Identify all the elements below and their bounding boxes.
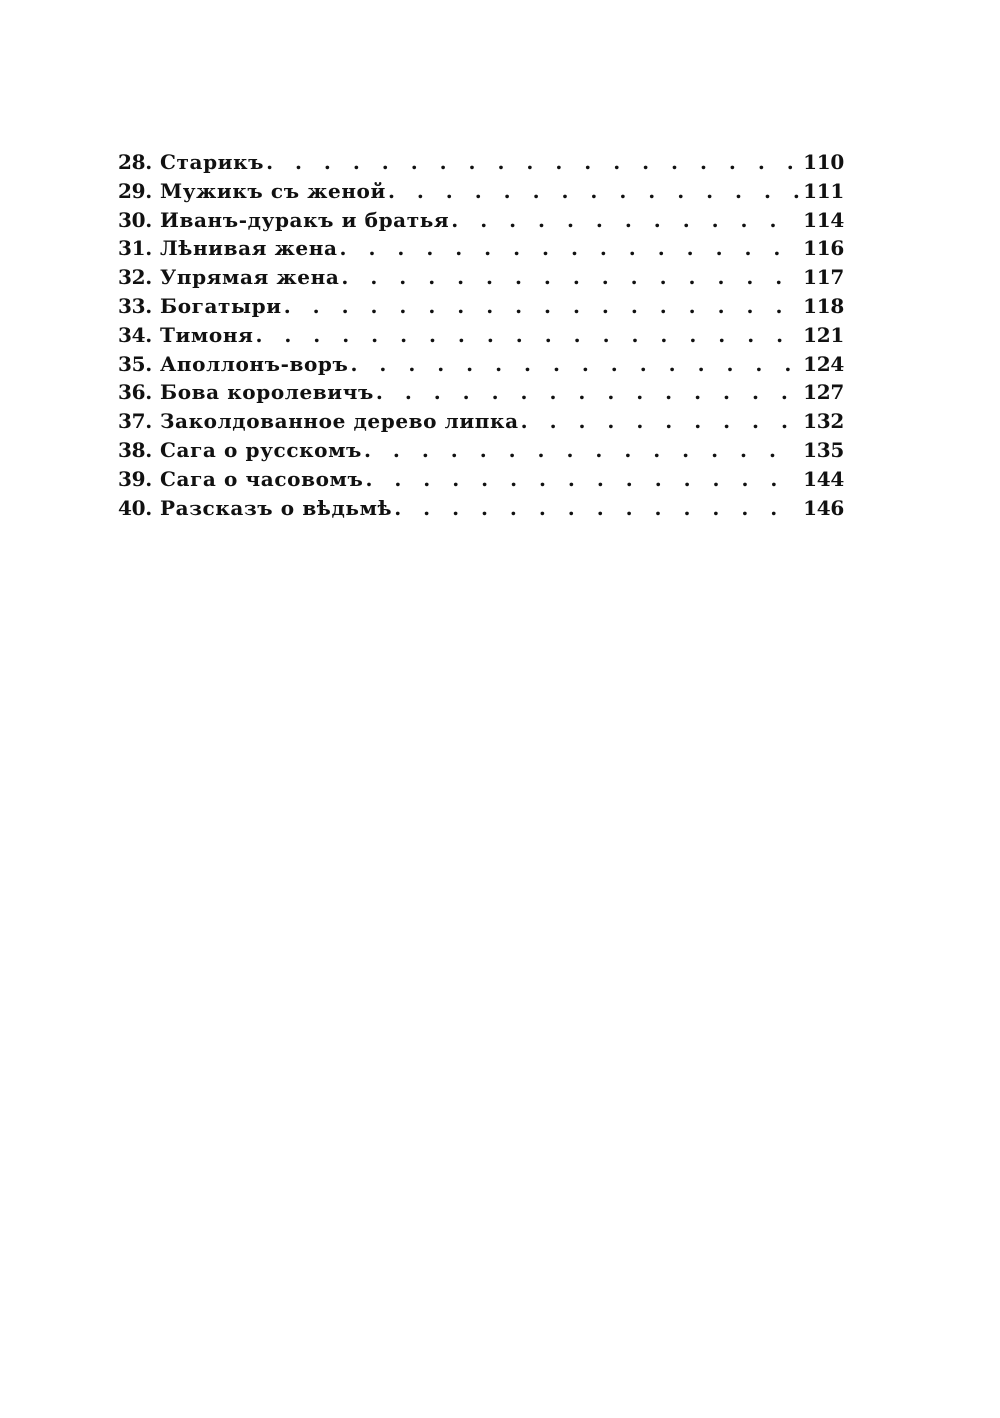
toc-entry-title: Лѣнивая жена: [160, 236, 338, 261]
toc-entry: [118, 206, 844, 235]
toc-entry-title: Богатыри: [160, 293, 282, 318]
toc-leader-dots: [340, 234, 800, 263]
toc-entry-page: 117: [803, 265, 844, 290]
toc-entry-page: 146: [803, 495, 844, 520]
toc-entry-title: Бова королевичъ: [160, 380, 374, 405]
toc-entry-page: 116: [803, 236, 844, 261]
toc-entry-number: 34.: [118, 322, 152, 347]
toc-entry-number: 29.: [118, 178, 152, 203]
toc-entry-title: Мужикъ съ женой: [160, 178, 386, 203]
toc-entry-number: 39.: [118, 466, 152, 491]
table-of-contents: [118, 148, 844, 522]
toc-entry: [118, 177, 844, 206]
toc-leader-dots: [376, 378, 799, 407]
toc-entry-number: 32.: [118, 265, 152, 290]
toc-entry-number: 38.: [118, 437, 152, 462]
toc-leader-dots: [266, 148, 799, 177]
toc-leader-dots: [394, 494, 799, 523]
toc-leader-dots: [284, 292, 799, 321]
toc-entry-title: Упрямая жена: [160, 265, 340, 290]
toc-leader-dots: [255, 321, 799, 350]
toc-entry-title: Заколдованное дерево липка: [160, 409, 519, 434]
toc-entry-page: 118: [803, 293, 844, 318]
toc-entry-page: 135: [803, 437, 844, 462]
toc-entry-page: 124: [803, 351, 844, 376]
toc-entry: [118, 148, 844, 177]
toc-entry-number: 40.: [118, 495, 152, 520]
toc-entry-title: Сага о часовомъ: [160, 466, 364, 491]
toc-entry: [118, 494, 844, 523]
toc-entry-title: Разсказъ о вѣдьмѣ: [160, 495, 393, 520]
toc-entry-title: Иванъ-дуракъ и братья: [160, 207, 450, 232]
toc-entry: [118, 378, 844, 407]
toc-entry: [118, 350, 844, 379]
toc-leader-dots: [341, 263, 799, 292]
toc-leader-dots: [364, 436, 799, 465]
toc-entry-page: 127: [803, 380, 844, 405]
toc-leader-dots: [365, 465, 799, 494]
toc-entry: [118, 321, 844, 350]
toc-leader-dots: [451, 206, 799, 235]
toc-entry-number: 35.: [118, 351, 152, 376]
toc-entry-page: 144: [803, 466, 844, 491]
toc-entry-page: 111: [803, 178, 844, 203]
toc-entry-page: 114: [803, 207, 844, 232]
toc-entry: [118, 263, 844, 292]
toc-leader-dots: [388, 177, 799, 206]
toc-entry-title: Старикъ: [160, 150, 265, 174]
toc-entry-number: 31.: [118, 236, 152, 261]
toc-leader-dots: [350, 350, 799, 379]
toc-entry-number: 33.: [118, 293, 152, 318]
toc-entry: [118, 465, 844, 494]
toc-entry-number: 28.: [118, 150, 152, 174]
toc-entry-page: 110: [803, 150, 844, 174]
toc-entry-number: 36.: [118, 380, 152, 405]
toc-entry-page: 132: [803, 409, 844, 434]
toc-entry-page: 121: [803, 322, 844, 347]
toc-entry-number: 37.: [118, 409, 152, 434]
toc-entry-number: 30.: [118, 207, 152, 232]
toc-entry-title: Тимоня: [160, 322, 254, 347]
toc-entry-title: Аполлонъ-воръ: [160, 351, 349, 376]
toc-entry-title: Сага о русскомъ: [160, 437, 362, 462]
toc-entry: [118, 234, 844, 263]
toc-entry: [118, 292, 844, 321]
toc-entry: [118, 436, 844, 465]
toc-entry: [118, 407, 844, 436]
toc-leader-dots: [521, 407, 800, 436]
